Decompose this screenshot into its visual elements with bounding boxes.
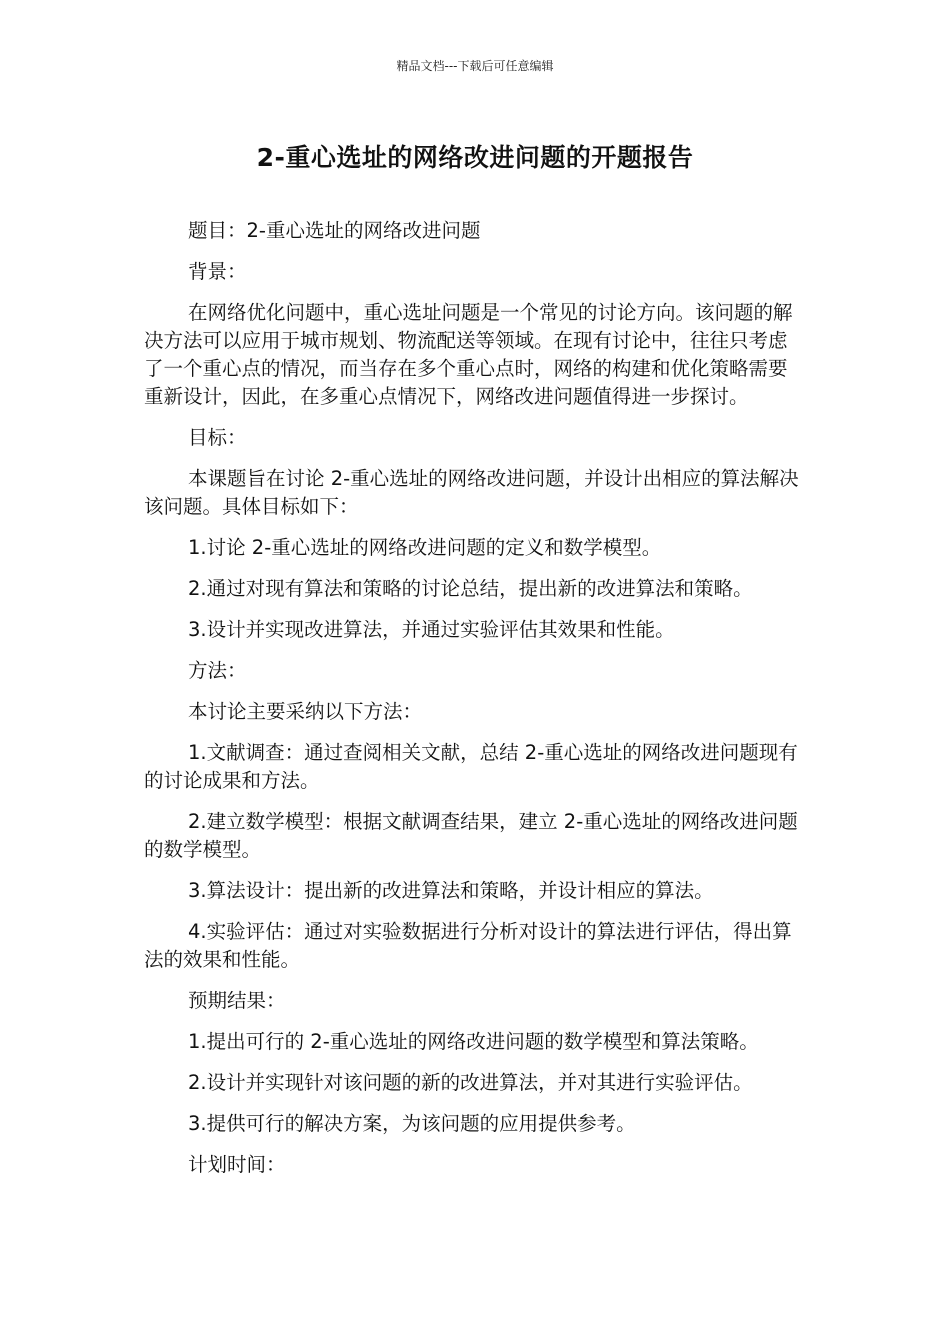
method-item: 2.建立数学模型：根据文献调查结果，建立 2-重心选址的网络改进问题的数学模型。 (144, 810, 798, 861)
heading-schedule: 计划时间： (188, 1153, 286, 1176)
result-item: 2.设计并实现针对该问题的新的改进算法，并对其进行实验评估。 (188, 1071, 753, 1094)
document-body (144, 217, 799, 1192)
heading-background: 背景： (188, 260, 247, 283)
heading-goals: 目标： (188, 426, 247, 449)
paragraph-goals-intro: 本课题旨在讨论 2-重心选址的网络改进问题，并设计出相应的算法解决该问题。具体目标如下： (144, 467, 799, 518)
paragraph-topic: 题目：2-重心选址的网络改进问题 (188, 219, 481, 242)
paragraph-background: 在网络优化问题中，重心选址问题是一个常见的讨论方向。该问题的解决方法可以应用于城市规划、物流配送等领域。在现有讨论中，往往只考虑了一个重心点的情况，而当存在多个重心点时，网络的构建和优化策略需要重新设计，因此，在多重心点情况下，网络改进问题值得进一步探讨。 (144, 301, 793, 408)
result-item: 1.提出可行的 2-重心选址的网络改进问题的数学模型和算法策略。 (188, 1030, 759, 1053)
heading-expected-results: 预期结果： (188, 989, 286, 1012)
method-item: 1.文献调查：通过查阅相关文献，总结 2-重心选址的网络改进问题现有的讨论成果和方法。 (144, 741, 798, 792)
result-item: 3.提供可行的解决方案，为该问题的应用提供参考。 (188, 1112, 636, 1135)
page-header: 精品文档---下载后可任意编辑 (396, 59, 554, 73)
method-item: 3.算法设计：提出新的改进算法和策略，并设计相应的算法。 (188, 879, 714, 902)
goal-item: 1.讨论 2-重心选址的网络改进问题的定义和数学模型。 (188, 536, 662, 559)
method-item: 4.实验评估：通过对实验数据进行分析对设计的算法进行评估，得出算法的效果和性能。 (144, 920, 792, 971)
document-title: 2-重心选址的网络改进问题的开题报告 (256, 143, 694, 172)
paragraph-methods-intro: 本讨论主要采纳以下方法： (188, 700, 423, 723)
heading-methods: 方法： (188, 659, 247, 682)
goal-item: 3.设计并实现改进算法，并通过实验评估其效果和性能。 (188, 618, 675, 641)
goal-item: 2.通过对现有算法和策略的讨论总结，提出新的改进算法和策略。 (188, 577, 753, 600)
